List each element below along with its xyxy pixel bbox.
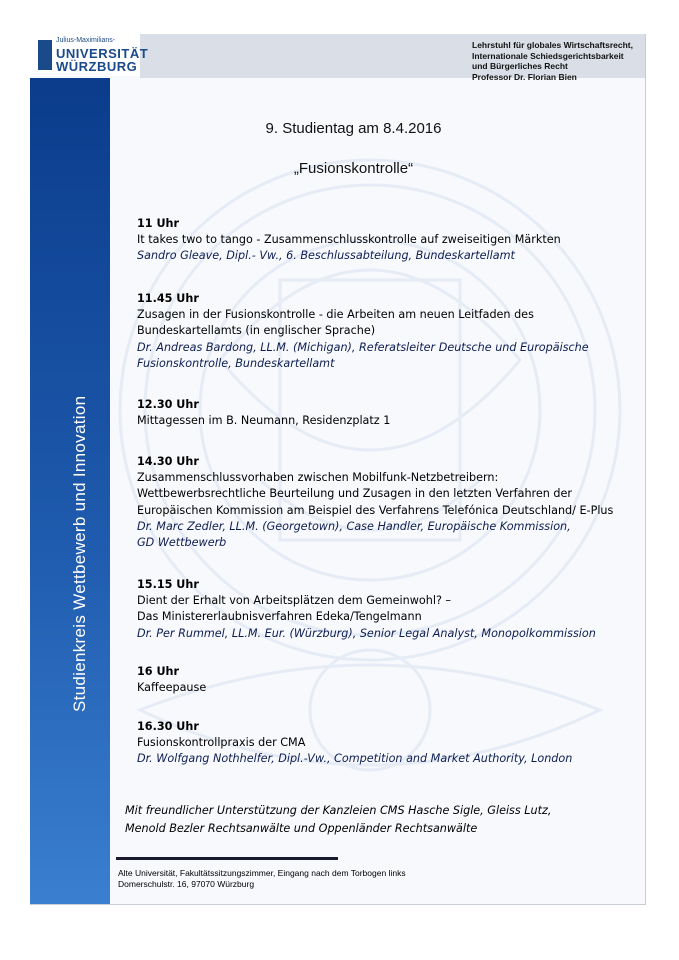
footer-divider <box>116 857 338 860</box>
program-title: Zusammenschlussvorhaben zwischen Mobilfunk-Netzbetreibern: <box>137 471 499 485</box>
program-speaker: GD Wettbewerb <box>137 536 227 550</box>
address-line: Domerschulstr. 16, 97070 Würzburg <box>118 878 255 889</box>
program-time: 16 Uhr <box>137 665 180 678</box>
chair-line: Internationale Schiedsgerichtsbarkeit <box>472 50 624 61</box>
program-speaker: Dr. Wolfgang Nothhelfer, Dipl.-Vw., Competition and Market Authority, London <box>137 752 573 766</box>
program-title: Fusionskontrollpraxis der CMA <box>137 736 306 750</box>
sidebar-text: Studienkreis Wettbewerb und Innovation <box>70 395 89 712</box>
address-line: Alte Universität, Fakultätssitzungszimmer, Eingang nach dem Torbogen links <box>118 868 406 878</box>
program-item <box>137 216 637 265</box>
program-item <box>137 577 637 642</box>
sponsor-note <box>125 802 645 838</box>
program-speaker: Fusionskontrolle, Bundeskartellamt <box>137 356 335 370</box>
event-subtitle: „Fusionskontrolle“ <box>293 160 414 177</box>
program-title: Dient der Erhalt von Arbeitsplätzen dem Gemeinwohl? – <box>137 594 452 608</box>
logo-line-1: UNIVERSITÄT <box>56 46 149 61</box>
logo-bar <box>38 40 52 70</box>
program-title: Das Ministererlaubnisverfahren Edeka/Tengelmann <box>137 610 422 624</box>
program-time: 12.30 Uhr <box>137 398 199 411</box>
program-speaker: Dr. Andreas Bardong, LL.M. (Michigan), Referatsleiter Deutsche und Europäische <box>137 340 589 354</box>
chair-line: Professor Dr. Florian Bien <box>472 71 577 82</box>
program-time: 15.15 Uhr <box>137 578 199 591</box>
chair-line: Lehrstuhl für globales Wirtschaftsrecht, <box>472 40 633 50</box>
program-time: 11.45 Uhr <box>137 292 199 305</box>
event-title: 9. Studientag am 8.4.2016 <box>265 120 442 137</box>
program-speaker: Sandro Gleave, Dipl.- Vw., 6. Beschlussabteilung, Bundeskartellamt <box>137 249 515 263</box>
program-time: 14.30 Uhr <box>137 455 199 468</box>
program-item <box>137 454 637 551</box>
venue-address <box>118 868 406 889</box>
program-title: It takes two to tango - Zusammenschlusskontrolle auf zweiseitigen Märkten <box>137 233 561 247</box>
program-title: Europäischen Kommission am Beispiel des Verfahrens Telefónica Deutschland/ E-Plus <box>137 503 614 517</box>
logo-small-text: Julius-Maximilians- <box>56 37 116 44</box>
program-time: 11 Uhr <box>137 217 180 230</box>
chair-info <box>472 40 633 82</box>
program-title: Bundeskartellamts (in englischer Sprache) <box>137 324 376 338</box>
program-item <box>137 397 637 429</box>
sponsor-line: Mit freundlicher Unterstützung der Kanzleien CMS Hasche Sigle, Gleiss Lutz, <box>125 804 552 817</box>
sponsor-line: Menold Bezler Rechtsanwälte und Oppenländer Rechtsanwälte <box>125 822 478 835</box>
program-title: Zusagen in der Fusionskontrolle - die Arbeiten am neuen Leitfaden des <box>137 308 534 322</box>
program-item <box>137 719 637 768</box>
program-item <box>137 664 637 696</box>
program-title: Mittagessen im B. Neumann, Residenzplatz 1 <box>137 414 391 428</box>
program-title: Wettbewerbsrechtliche Beurteilung und Zusagen in den letzten Verfahren der <box>137 487 573 501</box>
logo-line-2: WÜRZBURG <box>56 59 138 74</box>
program-item <box>137 291 637 372</box>
chair-line: und Bürgerliches Recht <box>472 61 568 71</box>
program-speaker: Dr. Per Rummel, LL.M. Eur. (Würzburg), Senior Legal Analyst, Monopolkommission <box>137 626 596 640</box>
program-title: Kaffeepause <box>137 681 207 695</box>
program-speaker: Dr. Marc Zedler, LL.M. (Georgetown), Case Handler, Europäische Kommission, <box>137 519 571 533</box>
program-time: 16.30 Uhr <box>137 720 199 733</box>
